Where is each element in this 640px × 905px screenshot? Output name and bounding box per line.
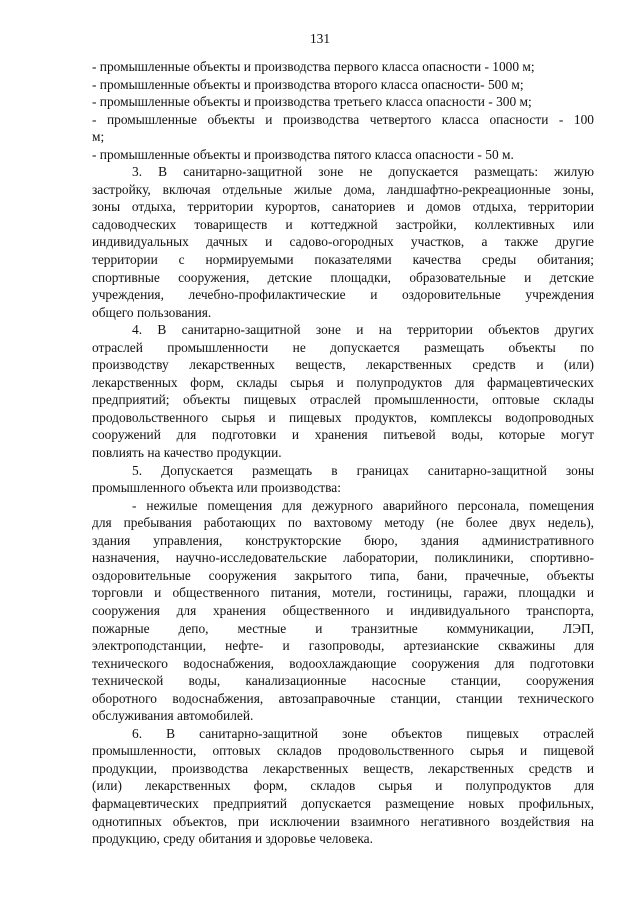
text-line: 5. Допускается размещать в границах санитарно-защитной зоны: [132, 462, 594, 478]
text-line: продовольственного сырья и пищевых продуктов, комплексы водопроводных: [92, 409, 594, 425]
page-number: 131: [309, 31, 331, 46]
text-line: учреждения, лечебно-профилактические и оздоровительные учреждения: [92, 287, 594, 303]
text-line: м;: [92, 129, 105, 145]
text-line: технического водоснабжения, водоохлаждающие сооружения для подготовки: [92, 655, 594, 671]
text-line: территории с нормируемыми показателями качества среды обитания;: [92, 252, 594, 268]
text-line: спортивные сооружения, детские площадки, образовательные и детские: [92, 269, 594, 285]
text-line: сооружения для хранения общественного и индивидуального транспорта,: [92, 602, 594, 618]
text-line: здания управления, конструкторские бюро, здания административного: [92, 532, 594, 548]
text-line: оздоровительные сооружения закрытого типа, бани, прачечные, объекты: [92, 567, 594, 583]
text-line: - промышленные объекты и производства третьего класса опасности - 300 м;: [92, 94, 532, 110]
text-line: - нежилые помещения для дежурного аварийного персонала, помещения: [132, 497, 594, 513]
text-line: назначения, научно-исследовательские лаборатории, поликлиники, спортивно-: [92, 550, 594, 566]
text-line: продукции, производства лекарственных веществ, лекарственных средств и: [92, 760, 594, 776]
text-line: промышленного объекта или производства:: [92, 480, 341, 496]
text-line: - промышленные объекты и производства второго класса опасности- 500 м;: [92, 76, 524, 92]
document-body: [92, 58, 594, 848]
text-line: для пребывания работающих по вахтовому методу (не более двух недель),: [92, 515, 594, 531]
text-line: общего пользования.: [92, 304, 212, 320]
text-line: лекарственных форм, склады сырья и полупродуктов для фармацевтических: [92, 374, 594, 390]
text-line: оборотного водоснабжения, автозаправочные станции, станции технического: [92, 690, 594, 706]
text-line: обслуживания автомобилей.: [92, 708, 254, 724]
text-line: - промышленные объекты и производства пятого класса опасности - 50 м.: [92, 146, 514, 162]
text-line: садоводческих товариществ и коттеджной застройки, коллективных или: [92, 216, 594, 232]
text-line: 3. В санитарно-защитной зоне не допускается размещать: жилую: [132, 164, 594, 180]
text-line: продукцию, среду обитания и здоровье человека.: [92, 831, 373, 847]
text-line: торговли и общественного питания, мотели, гостиницы, гаражи, площадки и: [92, 585, 594, 601]
text-line: производству лекарственных веществ, лекарственных средств и (или): [92, 357, 594, 373]
text-line: технической воды, канализационные насосные станции, сооружения: [92, 673, 594, 689]
text-line: предприятий; объекты пищевых отраслей промышленности, оптовые склады: [92, 392, 594, 408]
text-line: сооружений для подготовки и хранения питьевой воды, которые могут: [92, 427, 594, 443]
text-line: (или) лекарственных форм, складов сырья и полупродуктов для: [92, 778, 594, 794]
text-line: электроподстанции, нефте- и газопроводы, артезианские скважины для: [92, 638, 594, 654]
text-line: индивидуальных дачных и садово-огородных участков, а также другие: [92, 234, 594, 250]
text-line: фармацевтических предприятий допускается размещение новых профильных,: [92, 795, 594, 811]
text-line: 4. В санитарно-защитной зоне и на территории объектов других: [132, 322, 594, 338]
text-line: - промышленные объекты и производства четвертого класса опасности - 100: [92, 111, 594, 127]
text-line: промышленности, оптовых складов продовольственного сырья и пищевой: [92, 743, 594, 759]
text-line: повлиять на качество продукции.: [92, 445, 282, 461]
text-line: отраслей промышленности не допускается размещать объекты по: [92, 339, 594, 355]
text-line: зоны отдыха, территории курортов, санаториев и домов отдыха, территории: [92, 199, 594, 215]
text-line: 6. В санитарно-защитной зоне объектов пищевых отраслей: [132, 725, 594, 741]
text-line: застройку, включая отдельные жилые дома, ландшафтно-рекреационные зоны,: [92, 181, 594, 197]
text-line: - промышленные объекты и производства первого класса опасности - 1000 м;: [92, 59, 535, 74]
text-line: пожарные депо, местные и транзитные коммуникации, ЛЭП,: [92, 620, 594, 636]
text-line: однотипных объектов, при исключении взаимного негативного воздействия на: [92, 813, 594, 829]
